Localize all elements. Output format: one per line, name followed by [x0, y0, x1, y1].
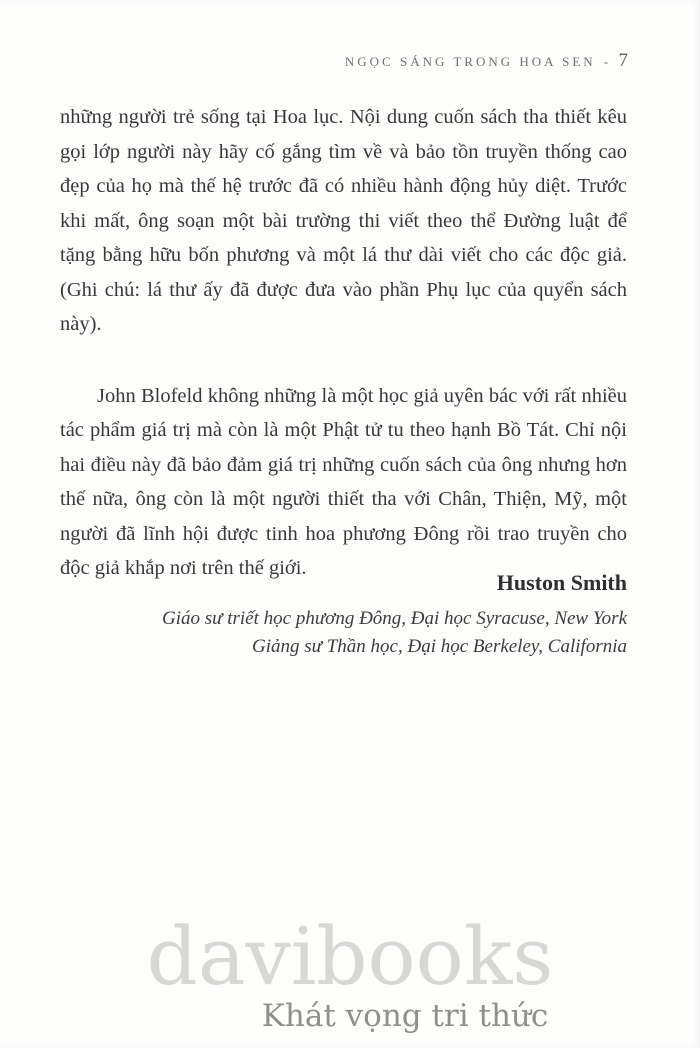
signature-block: [60, 570, 627, 661]
page-number: 7: [618, 50, 628, 71]
running-title: NGỌC SÁNG TRONG HOA SEN: [344, 54, 596, 69]
body-text: [60, 100, 627, 586]
credential-line-1: Giáo sư triết học phương Đông, Đại học Syracuse, New York: [161, 608, 627, 629]
paragraph-1: những người trẻ sống tại Hoa lục. Nội dung cuốn sách tha thiết kêu gọi lớp người này hãy cố gắng tìm về và bảo tồn truyền thống cao đẹp của họ mà thế hệ trước đã có nhiều hành động hủy diệt. Trước khi mất, ông soạn một bài trường thi viết theo thể Đường luật để tặng bằng hữu bốn phương và một lá thư dài viết cho các độc giả. (Ghi chú: lá thư ấy đã được đưa vào phần Phụ lục của quyển sách này).: [60, 106, 627, 335]
watermark-brand: davibooks: [146, 910, 554, 1003]
header-separator: -: [603, 54, 609, 69]
page-header: [345, 50, 628, 72]
paragraph-2: John Blofeld không những là một học giả uyên bác với rất nhiều tác phẩm giá trị mà còn là một Phật tử tu theo hạnh Bồ Tát. Chỉ nội hai điều này đã bảo đảm giá trị những cuốn sách của ông nhưng hơn thế nữa, ông còn là một người thiết tha với Chân, Thiện, Mỹ, một người đã lĩnh hội được tinh hoa phương Đông rồi trao truyền cho độc giả khắp nơi trên thế giới.: [60, 384, 627, 579]
watermark: [0, 910, 700, 1034]
credential-line-2: Giảng sư Thần học, Đại học Berkeley, California: [251, 636, 627, 657]
author-name: Huston Smith: [496, 570, 627, 595]
watermark-tagline: Khát vọng tri thức: [261, 998, 549, 1034]
